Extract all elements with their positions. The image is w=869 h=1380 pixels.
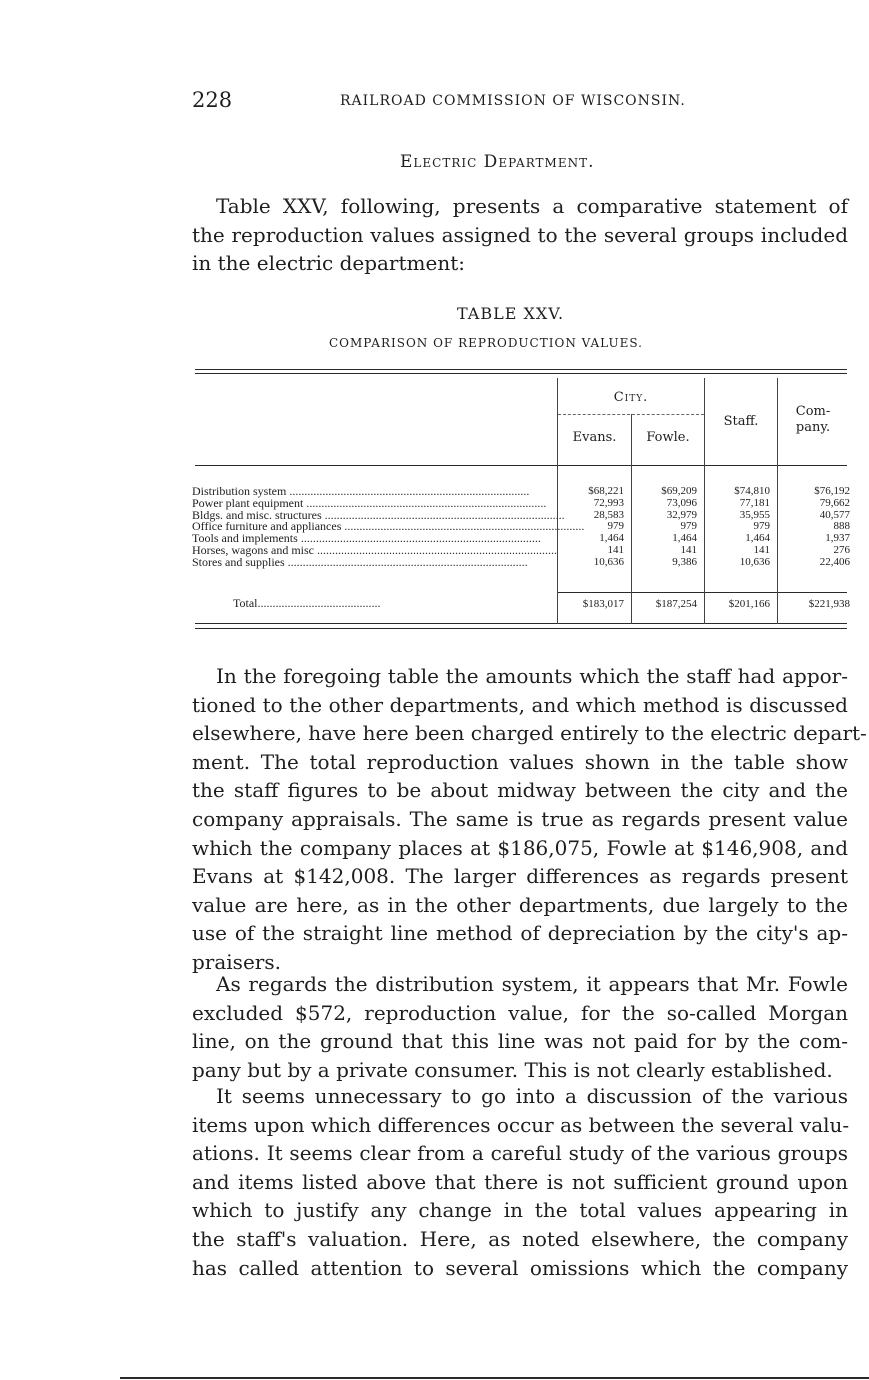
table-bottom-rule [195, 628, 847, 629]
table-cell-staff: 10,636 [739, 555, 770, 568]
page-number: 228 [192, 88, 233, 112]
text-line: It seems unnecessary to go into a discussion of the various [216, 1084, 848, 1108]
leader-dots: ................................................................................ [303, 495, 547, 510]
table-cell-fowle: 141 [680, 544, 697, 556]
table-cell-evans: 141 [607, 544, 624, 556]
table-cell-company: 1,937 [825, 532, 850, 545]
text-line: the staff's valuation. Here, as noted elsewhere, the company [192, 1226, 848, 1251]
text-line: In the foregoing table the amounts which the staff had appor- [216, 664, 848, 688]
table-cell-fowle: 32,979 [666, 508, 697, 521]
table-title: TABLE XXV. [457, 304, 565, 323]
leader-dots: ................................................................................ [286, 484, 530, 498]
table-top-rule [195, 369, 847, 370]
text-line: value are here, as in the other departments, due largely to the [192, 892, 848, 917]
leader-dots: ................................................................................ [313, 543, 557, 557]
paragraph-foregoing-table [192, 662, 867, 977]
text-line: which to justify any change in the total values appearing in [192, 1198, 848, 1223]
table-cell-evans: 10,636 [593, 555, 624, 568]
text-line: elsewhere, have here been charged entirely to the electric depart- [192, 721, 867, 746]
leader-dots: ................................................................................ [341, 519, 585, 534]
table-cell-staff: $74,810 [734, 485, 770, 497]
text-line: items upon which differences occur as between the several valu- [192, 1112, 850, 1137]
table-cell-staff: 35,955 [739, 508, 770, 521]
table-cell-fowle: 9,386 [672, 555, 697, 568]
total-rule [557, 592, 847, 593]
table-cell-company: 276 [833, 544, 850, 556]
text-line: use of the straight line method of depreciation by the city's ap- [192, 921, 848, 946]
table-cell-evans: $68,221 [588, 485, 624, 497]
table-cell-fowle: $69,209 [661, 485, 697, 497]
row-label-text: Bldgs. and misc. structures [192, 507, 322, 522]
table-cell-staff: 979 [753, 520, 770, 533]
running-title: RAILROAD COMMISSION OF WISCONSIN. [340, 93, 686, 109]
table-cell-fowle: 979 [680, 520, 697, 533]
text-line: Table XXV, following, presents a comparative statement of [216, 194, 848, 218]
text-line: and items listed above that there is not sufficient ground upon [192, 1169, 848, 1194]
table-cell-staff: 1,464 [745, 532, 770, 545]
table-cell-staff: 141 [753, 544, 770, 556]
text-line: ations. It seems clear from a careful study of the various groups [192, 1141, 848, 1166]
company-header-line: Com- [795, 404, 831, 419]
company-header-line: pany. [795, 420, 831, 435]
leader-dots: ................................................................................ [321, 507, 565, 522]
total-staff: $201,166 [728, 598, 770, 610]
table-cell-fowle: 73,096 [666, 496, 697, 509]
text-line: As regards the distribution system, it appears that Mr. Fowle [216, 972, 848, 996]
table-cell-evans: 28,583 [593, 508, 624, 521]
city-group-header: City. [613, 390, 649, 405]
leader-dots: ................................................................................ [284, 554, 528, 569]
table-bottom-rule [195, 623, 847, 624]
table-cell-company: 40,577 [819, 508, 850, 521]
table-cell-evans: 72,993 [593, 496, 624, 509]
row-label-text: Tools and implements [192, 531, 298, 546]
text-line: in the electric department: [192, 251, 465, 276]
text-line: Evans at $142,008. The larger differences as regards present [192, 864, 848, 889]
table-cell-company: 22,406 [819, 555, 850, 568]
row-label-text: Stores and supplies [192, 554, 285, 569]
text-line: has called attention to several omissions which the company [192, 1255, 848, 1280]
text-line: company appraisals. The same is true as regards present value [192, 806, 848, 831]
total-evans: $183,017 [582, 598, 624, 610]
table-cell-fowle: 1,464 [672, 532, 697, 545]
text-line: the staff figures to be about midway between the city and the [192, 778, 848, 803]
page-bottom-rule [120, 1377, 869, 1379]
intro-paragraph [192, 192, 848, 278]
table-cell-evans: 979 [607, 520, 624, 533]
total-label: Total......................................... [233, 596, 381, 610]
table-cell-company: $76,192 [814, 485, 850, 497]
row-label-text: Distribution system [192, 484, 287, 498]
table-subtitle: COMPARISON OF REPRODUCTION VALUES. [329, 336, 643, 350]
text-line: ment. The total reproduction values shown in the table show [192, 749, 848, 774]
row-label-text: Office furniture and appliances [192, 519, 342, 534]
company-column-header [778, 404, 848, 436]
table-cell-company: 79,662 [819, 496, 850, 509]
header-rule [195, 465, 847, 466]
text-line: which the company places at $186,075, Fowle at $146,908, and [192, 835, 848, 860]
evans-column-header: Evans. [572, 430, 617, 445]
row-label-text: Horses, wagons and misc [192, 543, 314, 557]
text-line: tioned to the other departments, and which method is discussed [192, 692, 848, 717]
section-title: Electric Department. [400, 152, 595, 172]
text-line: excluded $572, reproduction value, for the so-called Morgan [192, 1000, 848, 1025]
text-line: praisers. [192, 949, 281, 974]
table-cell-company: 888 [833, 520, 850, 533]
row-label-text: Power plant equipment [192, 495, 304, 510]
staff-column-header: Staff. [723, 414, 759, 429]
table-cell-staff: 77,181 [739, 496, 770, 509]
leader-dots: ................................................................................ [297, 531, 541, 546]
table-top-rule [195, 373, 847, 374]
text-line: line, on the ground that this line was not paid for by the com- [192, 1029, 848, 1054]
text-line: the reproduction values assigned to the several groups included [192, 222, 848, 247]
paragraph-distribution-system [192, 970, 848, 1084]
table-cell-evans: 1,464 [599, 532, 624, 545]
total-company: $221,938 [808, 598, 850, 610]
total-fowle: $187,254 [655, 598, 697, 610]
paragraph-valuations [192, 1082, 848, 1282]
fowle-column-header: Fowle. [646, 430, 690, 445]
table-row-label [192, 554, 554, 569]
text-line: pany but by a private consumer. This is not clearly established. [192, 1057, 833, 1082]
